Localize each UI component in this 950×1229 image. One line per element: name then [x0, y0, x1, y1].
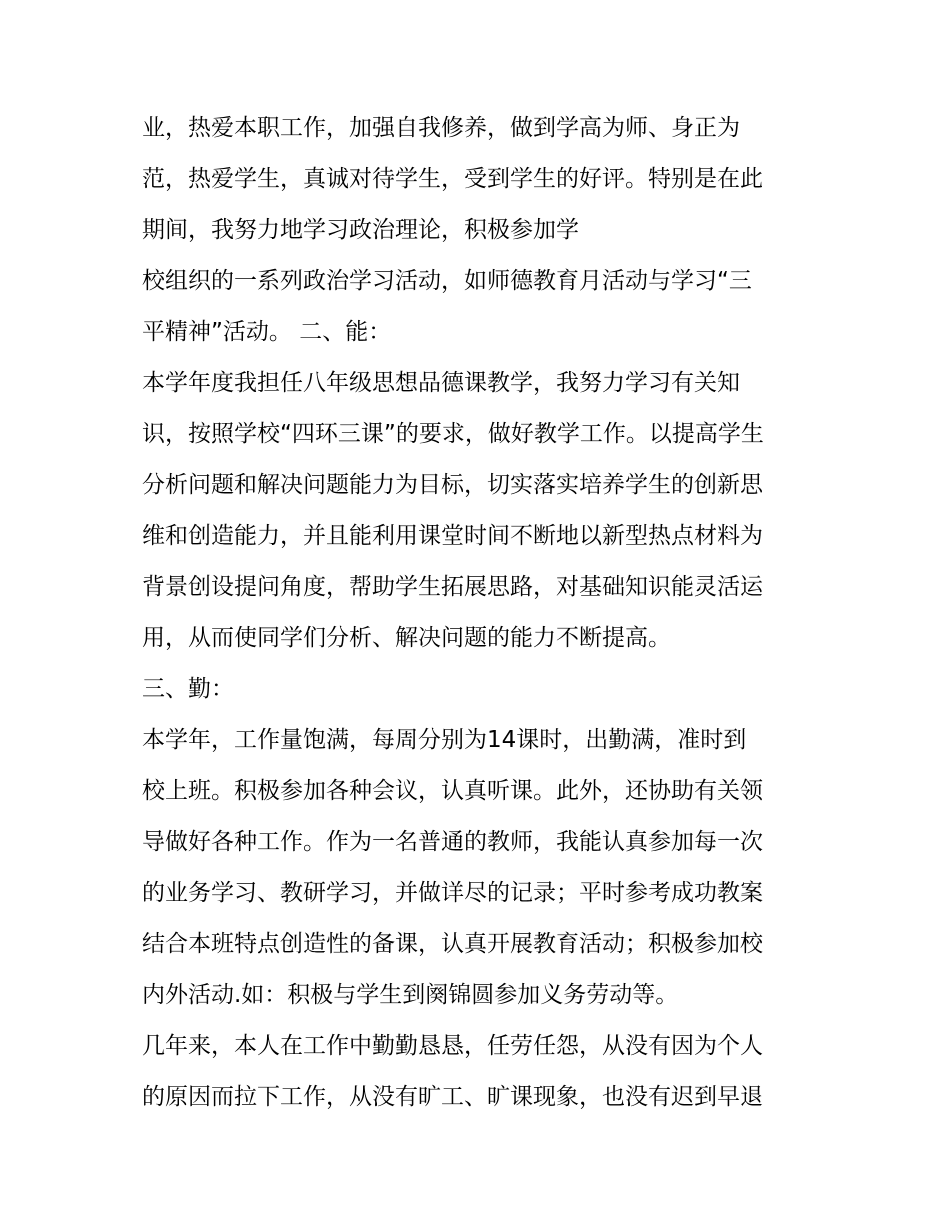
text-line: 本学年，工作量饱满，每周分别为14课时，出勤满，准时到: [142, 727, 747, 753]
text-line: 校组织的一系列政治学习活动，如师德教育月活动与学习“三: [142, 268, 752, 294]
text-line: 范，热爱学生，真诚对待学生，受到学生的好评。特别是在此: [142, 166, 763, 192]
text-line: 校上班。积极参加各种会议，认真听课。此外，还协助有关领: [142, 778, 763, 804]
text-line: 识，按照学校“四环三课”的要求，做好教学工作。以提高学生: [142, 421, 764, 447]
text-line: 维和创造能力，并且能利用课堂时间不断地以新型热点材料为: [142, 523, 763, 549]
text-line: 背景创设提问角度，帮助学生拓展思路，对基础知识能灵活运: [142, 574, 763, 600]
text-line: 的原因而拉下工作，从没有旷工、旷课现象，也没有迟到早退: [142, 1084, 763, 1110]
text-line: 的业务学习、教研学习，并做详尽的记录；平时参考成功教案: [142, 880, 763, 906]
section-heading-line: 平精神”活动。 二、能：: [142, 319, 392, 345]
text-line: 结合本班特点创造性的备课，认真开展教育活动；积极参加校: [142, 931, 763, 957]
text-line: 导做好各种工作。作为一名普通的教师，我能认真参加每一次: [142, 829, 763, 855]
text-line: 用，从而使同学们分析、解决问题的能力不断提高。: [142, 625, 671, 651]
text-line: 内外活动.如：积极与学生到阕锦圆参加义务劳动等。: [142, 982, 679, 1008]
text-line: 几年来，本人在工作中勤勤恳恳，任劳任怨，从没有因为个人: [142, 1033, 763, 1059]
text-line: 期间，我努力地学习政治理论，积极参加学: [142, 217, 579, 243]
document-body: [142, 103, 822, 1123]
text-line: 分析问题和解决问题能力为目标，切实落实培养学生的创新思: [142, 472, 763, 498]
text-line: 本学年度我担任八年级思想品德课教学，我努力学习有关知: [142, 370, 740, 396]
text-line: 业，热爱本职工作，加强自我修养，做到学高为师、身正为: [142, 115, 740, 141]
section-heading: 三、勤：: [142, 676, 234, 702]
